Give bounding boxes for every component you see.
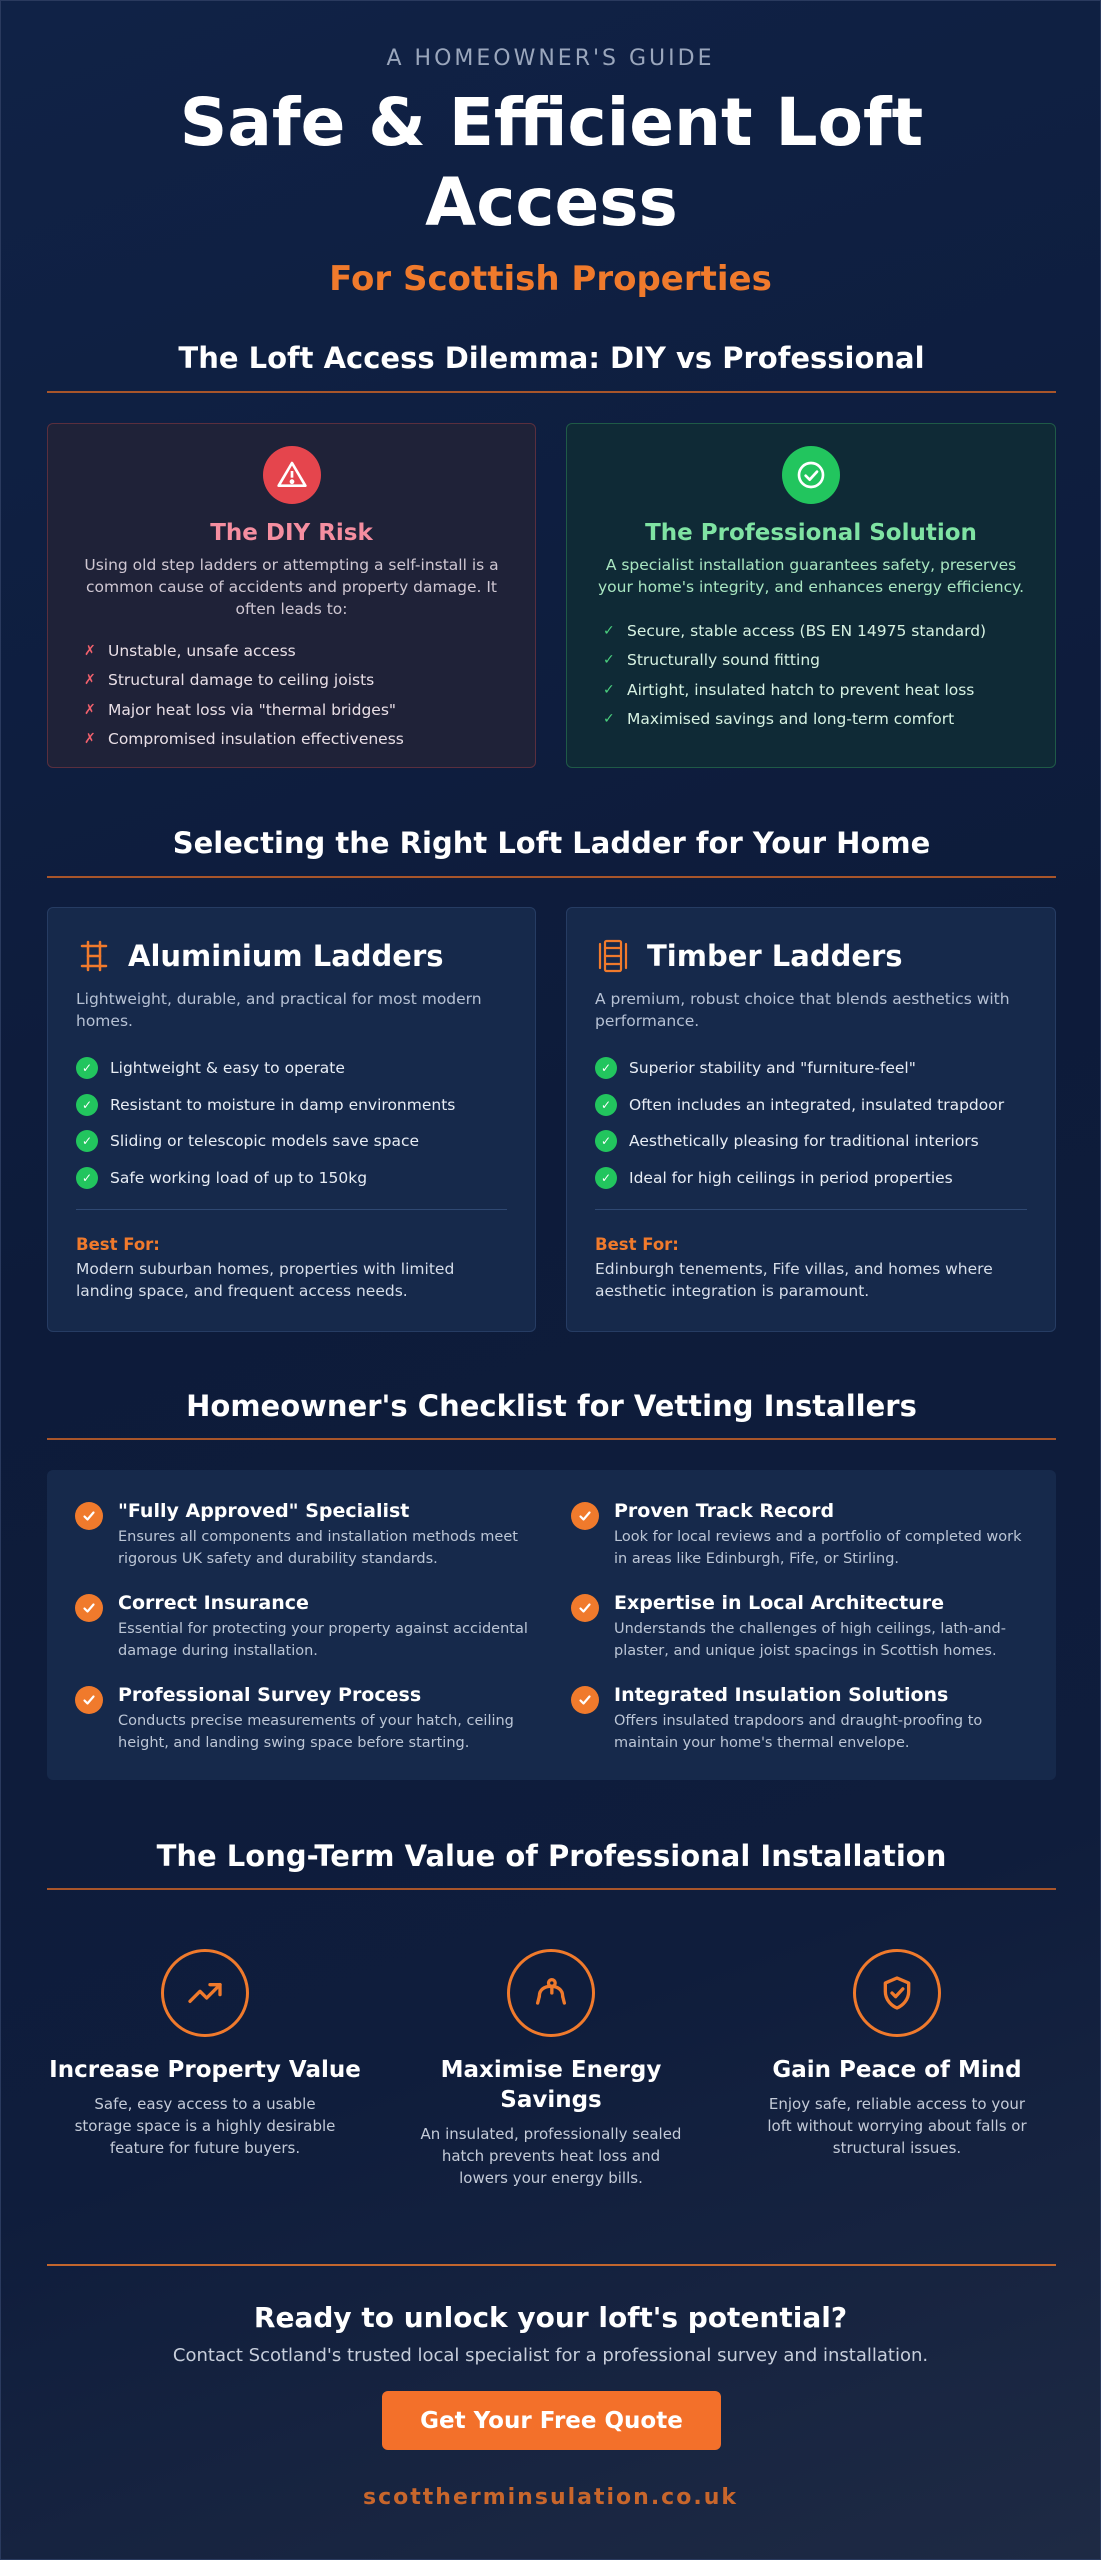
professional-description: A specialist installation guarantees safety, preserves your home's integrity, and enhances energy efficiency. <box>597 556 1025 596</box>
cta-divider <box>47 2264 1056 2266</box>
list-item: ✓ Sliding or telescopic models save space <box>76 1123 515 1160</box>
value-item-peace: Gain Peace of Mind Enjoy safe, reliable access to your loft without worrying about falls or structural issues. <box>732 1949 1062 2159</box>
list-item: ✗ Compromised insulation effectiveness <box>84 730 404 749</box>
best-for-label: Best For: <box>595 1235 679 1254</box>
cross-icon: ✗ <box>84 701 96 718</box>
check-icon: ✓ <box>603 681 615 698</box>
page-subtitle: For Scottish Properties <box>329 259 772 299</box>
professional-title: The Professional Solution <box>645 520 977 546</box>
diy-risk-list <box>84 636 515 754</box>
value-item-property: Increase Property Value Safe, easy access to a usable storage space is a highly desirable feature for future buyers. <box>40 1949 370 2159</box>
timber-features <box>595 1050 1035 1196</box>
diy-title: The DIY Risk <box>210 520 373 546</box>
diy-risk-card <box>47 423 536 768</box>
dilemma-heading: The Loft Access Dilemma: DIY vs Professional <box>178 341 925 375</box>
aluminium-description: Lightweight, durable, and practical for most modern homes. <box>76 990 482 1030</box>
check-icon <box>75 1502 103 1530</box>
checklist-panel: "Fully Approved" Specialist Ensures all components and installation methods meet rigorous UK safety and durability standards. Proven Track Record Look for local reviews and a portfolio of completed work in areas like Edinburgh, Fife, or Stirling. Correct Insurance Essential for protecting your property against accidental damage during installation. Expertise in Local Architecture Understands the challenges of high ceilings, lath-and-plaster, and unique joist spacings in Scottish homes. Professional Survey Process Conducts precise measurements of your hatch, ceiling height, and landing swing space before starting. Integrated Insulation Solutions Offers insulated trapdoors and draught-proofing to maintain your home's thermal envelope. <box>47 1470 1056 1780</box>
list-item: ✗ Structural damage to ceiling joists <box>84 671 375 690</box>
aluminium-title: Aluminium Ladders <box>128 939 444 973</box>
check-icon <box>571 1594 599 1622</box>
website <box>1 2485 1100 2510</box>
aluminium-features <box>76 1050 515 1196</box>
page-title: Safe & Efficient Loft Access <box>179 84 924 241</box>
cross-icon: ✗ <box>84 672 96 689</box>
checklist-heading: Homeowner's Checklist for Vetting Installers <box>186 1389 917 1423</box>
eyebrow: A HOMEOWNER'S GUIDE <box>386 46 715 71</box>
check-circle-icon <box>782 446 840 504</box>
list-item: ✓ Superior stability and "furniture-feel" <box>595 1050 1035 1087</box>
check-icon: ✓ <box>603 652 615 669</box>
diy-description: Using old step ladders or attempting a self-install is a common cause of accidents and property damage. It often leads to: <box>84 556 499 618</box>
list-item: ✓ Maximised savings and long-term comfort <box>603 710 955 729</box>
professional-card <box>566 423 1056 768</box>
list-item: ✓ Secure, stable access (BS EN 14975 standard) <box>603 621 987 640</box>
cta-subtitle: Contact Scotland's trusted local specialist for a professional survey and installation. <box>172 2345 929 2366</box>
section-divider <box>47 391 1056 393</box>
card-divider <box>76 1209 507 1210</box>
check-icon <box>75 1594 103 1622</box>
get-free-quote-button[interactable]: Get Your Free Quote <box>382 2391 721 2450</box>
best-for-text: Edinburgh tenements, Fife villas, and homes where aesthetic integration is paramount. <box>595 1260 993 1300</box>
cta-title: Ready to unlock your loft's potential? <box>253 2301 848 2334</box>
check-icon <box>571 1686 599 1714</box>
check-icon: ✓ <box>76 1094 98 1116</box>
cross-icon: ✗ <box>84 731 96 748</box>
timber-ladders-card <box>566 907 1056 1332</box>
value-item-energy: Maximise Energy Savings An insulated, professionally sealed hatch prevents heat loss and lowers your energy bills. <box>386 1949 716 2189</box>
check-icon: ✓ <box>76 1057 98 1079</box>
list-item: ✓ Resistant to moisture in damp environments <box>76 1087 515 1124</box>
list-item: ✓ Aesthetically pleasing for traditional interiors <box>595 1123 1035 1160</box>
list-item: ✓ Structurally sound fitting <box>603 651 820 670</box>
section-divider <box>47 876 1056 878</box>
list-item: ✓ Airtight, insulated hatch to prevent heat loss <box>603 680 975 699</box>
section-divider <box>47 1438 1056 1440</box>
warning-icon <box>263 446 321 504</box>
check-icon: ✓ <box>595 1130 617 1152</box>
check-icon <box>75 1686 103 1714</box>
check-icon: ✓ <box>603 711 615 728</box>
check-icon: ✓ <box>595 1094 617 1116</box>
check-icon: ✓ <box>595 1167 617 1189</box>
list-item: ✗ Major heat loss via "thermal bridges" <box>84 700 397 719</box>
aluminium-ladders-card <box>47 907 536 1332</box>
check-icon: ✓ <box>603 622 615 639</box>
check-icon <box>571 1502 599 1530</box>
ladder-icon <box>76 938 112 974</box>
best-for-label: Best For: <box>76 1235 160 1254</box>
list-item: ✓ Often includes an integrated, insulated trapdoor <box>595 1087 1035 1124</box>
timber-description: A premium, robust choice that blends aesthetics with performance. <box>595 990 1010 1030</box>
trending-up-icon <box>161 1949 249 2037</box>
section-divider <box>47 1888 1056 1890</box>
best-for-text: Modern suburban homes, properties with limited landing space, and frequent access needs. <box>76 1260 455 1300</box>
value-heading: The Long-Term Value of Professional Installation <box>156 1839 947 1873</box>
check-icon: ✓ <box>76 1130 98 1152</box>
ladders-heading: Selecting the Right Loft Ladder for Your Home <box>172 826 931 860</box>
card-divider <box>595 1209 1027 1210</box>
check-icon: ✓ <box>76 1167 98 1189</box>
list-item: ✓ Safe working load of up to 150kg <box>76 1160 515 1197</box>
list-item: ✓ Lightweight & easy to operate <box>76 1050 515 1087</box>
professional-benefits-list <box>603 616 1035 734</box>
timber-title: Timber Ladders <box>647 939 903 973</box>
website-link[interactable]: scottherminsulation.co.uk <box>363 2485 738 2510</box>
timber-ladder-icon <box>595 938 631 974</box>
check-icon: ✓ <box>595 1057 617 1079</box>
piggy-bank-icon <box>507 1949 595 2037</box>
cross-icon: ✗ <box>84 642 96 659</box>
list-item: ✗ Unstable, unsafe access <box>84 641 296 660</box>
list-item: ✓ Ideal for high ceilings in period properties <box>595 1160 1035 1197</box>
shield-check-icon <box>853 1949 941 2037</box>
